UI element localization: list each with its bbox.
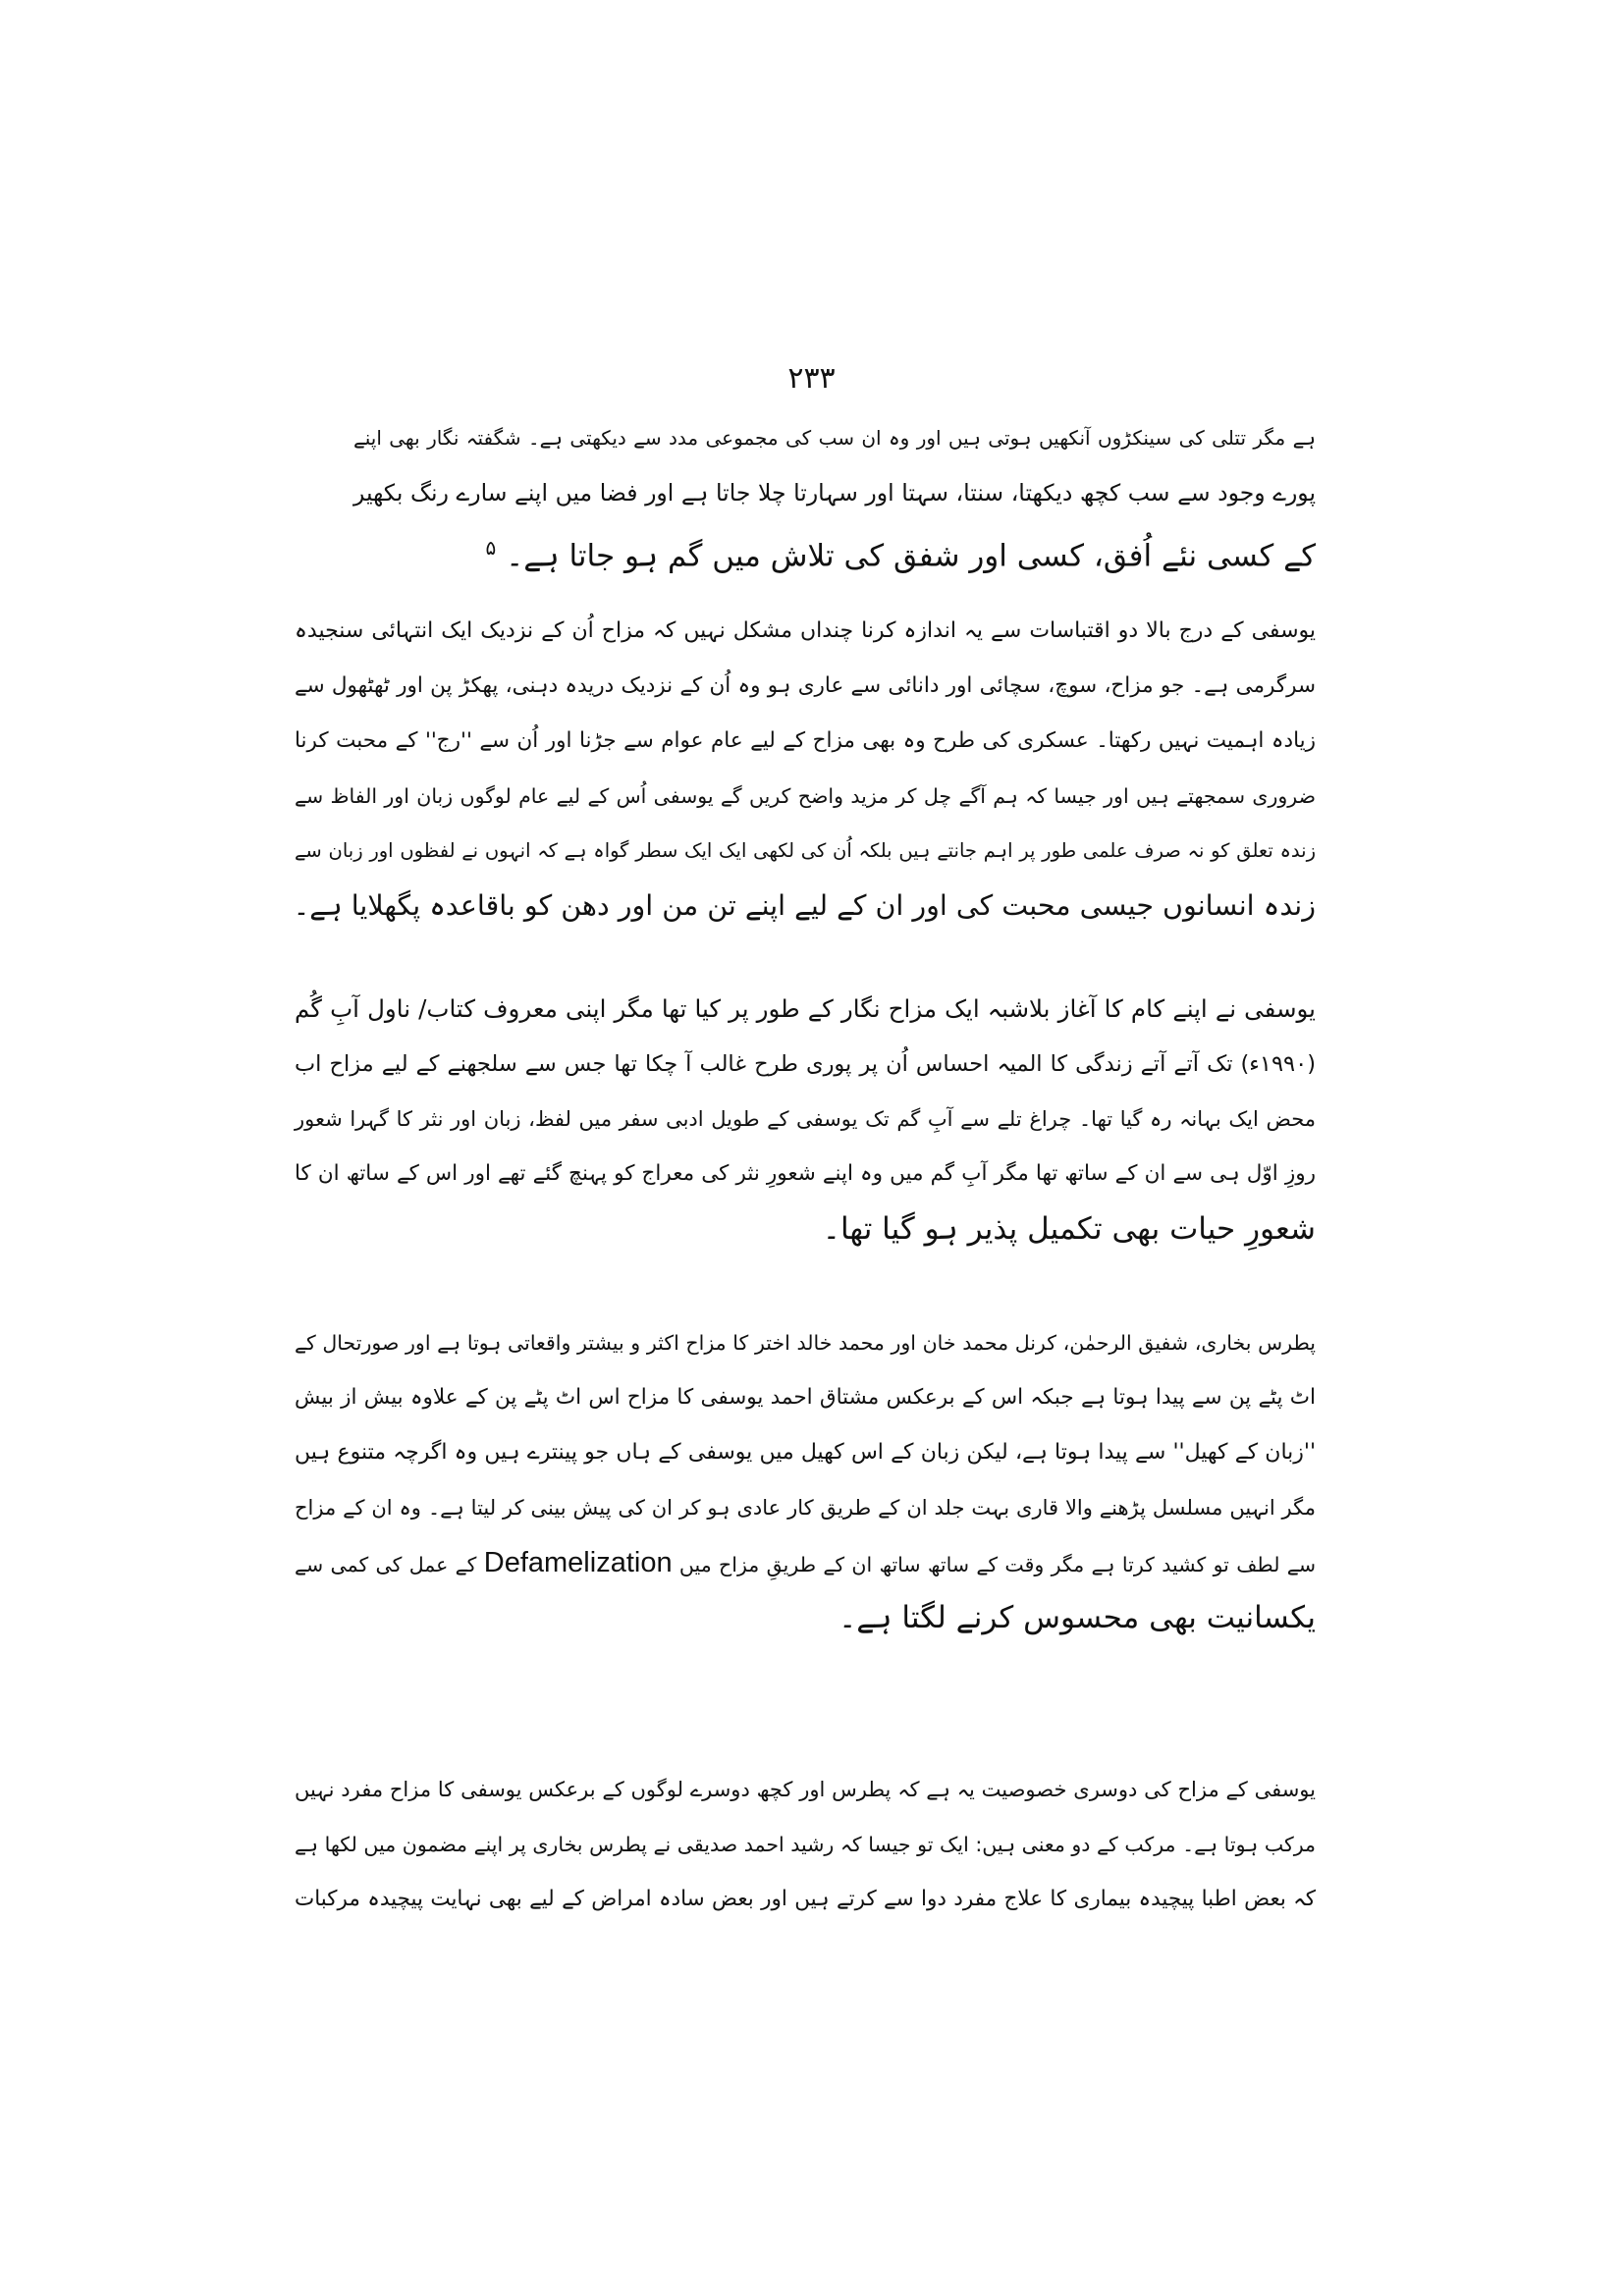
quote-block: [353, 410, 1316, 575]
paragraph-line: پطرس بخاری، شفیق الرحمٰن، کرنل محمد خان اور محمد خالد اختر کا مزاح اکثر و بیشتر واقعاتی ہوتا ہے اور صورتحال کے: [295, 1331, 1316, 1355]
paragraph-line: زیادہ اہمیت نہیں رکھتا۔ عسکری کی طرح وہ بھی مزاح کے لیے عام عوام سے جڑنا اور اُن سے ''رج'' کے محبت کرنا: [295, 728, 1316, 753]
paragraph-line: محض ایک بہانہ رہ گیا تھا۔ چراغ تلے سے آبِ گم تک یوسفی کے طویل ادبی سفر میں لفظ، زبان اور نثر کا گہرا شعور: [295, 1107, 1316, 1131]
quote-line-last: [353, 520, 1316, 575]
paragraph-line-text: کے عمل کی کمی سے: [295, 1553, 484, 1576]
quote-line: ہے مگر تتلی کی سینکڑوں آنکھیں ہوتی ہیں اور وہ ان سب کی مجموعی مدد سے دیکھتی ہے۔ شگفتہ نگار بھی اپنے: [353, 426, 1316, 450]
paragraph-line: زندہ انسانوں جیسی محبت کی اور ان کے لیے اپنے تن من اور دھن کو باقاعدہ پگھلایا ہے۔: [293, 889, 1316, 922]
paragraph-4: [295, 1762, 1316, 1927]
paragraph-line: زندہ تعلق کو نہ صرف علمی طور پر اہم جانتے ہیں بلکہ اُن کی لکھی ایک ایک سطر گواہ ہے کہ انہوں نے لفظوں اور زبان سے: [295, 839, 1316, 862]
paragraph-line-with-latin: [295, 1535, 1316, 1590]
paragraph-line: یکسانیت بھی محسوس کرنے لگتا ہے۔: [839, 1600, 1316, 1635]
paragraph-line: (۱۹۹۰ء) تک آتے آتے زندگی کا المیہ احساس اُن پر پوری طرح غالب آ چکا تھا جس سے سلجھنے کے لیے مزاح اب: [295, 1051, 1316, 1077]
paragraph-line: شعورِ حیات بھی تکمیل پذیر ہو گیا تھا۔: [822, 1211, 1316, 1247]
paragraph-line: مگر انہیں مسلسل پڑھنے والا قاری بہت جلد ان کے طریق کار عادی ہو کر ان کی پیش بینی کر لیتا ہے۔ وہ ان کے مزاح: [295, 1496, 1316, 1520]
paragraph-line: ضروری سمجھتے ہیں اور جیسا کہ ہم آگے چل کر مزید واضح کریں گے یوسفی اُس کے لیے عام لوگوں زبان اور الفاظ سے: [295, 784, 1316, 808]
paragraph-line: ''زبان کے کھیل'' سے پیدا ہوتا ہے، لیکن زبان کے اس کھیل میں یوسفی کے ہاں جو پینترے ہیں وہ اگرچہ متنوع ہیں: [295, 1440, 1316, 1465]
latin-term: Defamelization: [483, 1547, 673, 1578]
paragraph-line: اٹ پٹے پن سے پیدا ہوتا ہے جبکہ اس کے برعکس مشتاق احمد یوسفی کا مزاح اس اٹ پٹے پن کے علاوہ بیش از بیش: [295, 1385, 1316, 1410]
paragraph-line: مرکب ہوتا ہے۔ مرکب کے دو معنی ہیں: ایک تو جیسا کہ رشید احمد صدیقی نے پطرس بخاری پر اپنے مضمون میں لکھا ہے: [295, 1833, 1316, 1856]
paragraph-line: کہ بعض اطبا پیچیدہ بیماری کا علاج مفرد دوا سے کرتے ہیں اور بعض سادہ امراض کے لیے بھی نہایت پیچیدہ مرکبات: [295, 1887, 1316, 1911]
paragraph-line-text: سے لطف تو کشید کرتا ہے مگر وقت کے ساتھ ساتھ ان کے طریقِ مزاح میں: [672, 1553, 1316, 1576]
footnote-marker: ۵: [485, 536, 497, 560]
paragraph-line: یوسفی کے مزاح کی دوسری خصوصیت یہ ہے کہ پطرس اور کچھ دوسرے لوگوں کے برعکس یوسفی کا مزاح مفرد نہیں: [295, 1778, 1316, 1801]
paragraph-3: [295, 1315, 1316, 1645]
paragraph-1: [295, 604, 1316, 934]
page-number: ۲۳۳: [787, 361, 836, 396]
paragraph-line: روزِ اوّل ہی سے ان کے ساتھ تھا مگر آبِ گم میں وہ اپنے شعورِ نثر کی معراج کو پہنچ گئے تھے اور اس کے ساتھ ان کا: [295, 1161, 1316, 1186]
quote-line: پورے وجود سے سب کچھ دیکھتا، سنتا، سہتا اور سہارتا چلا جاتا ہے اور فضا میں اپنے سارے رنگ بکھیر: [353, 479, 1316, 507]
paragraph-line: یوسفی نے اپنے کام کا آغاز بلاشبہ ایک مزاح نگار کے طور پر کیا تھا مگر اپنی معروف کتاب/ ناول آبِ گُم: [295, 994, 1316, 1023]
paragraph-2: [295, 982, 1316, 1256]
quote-line-text: کے کسی نئے اُفق، کسی اور شفق کی تلاش میں گم ہو جاتا ہے۔: [506, 538, 1316, 574]
paragraph-line: یوسفی کے درج بالا دو اقتباسات سے یہ اندازہ کرنا چنداں مشکل نہیں کہ مزاح اُن کے نزدیک ایک انتہائی سنجیدہ: [295, 618, 1316, 643]
paragraph-line: سرگرمی ہے۔ جو مزاح، سوچ، سچائی اور دانائی سے عاری ہو وہ اُن کے نزدیک دریدہ دہنی، پھکڑ پن اور ٹھٹھول سے: [295, 673, 1316, 698]
